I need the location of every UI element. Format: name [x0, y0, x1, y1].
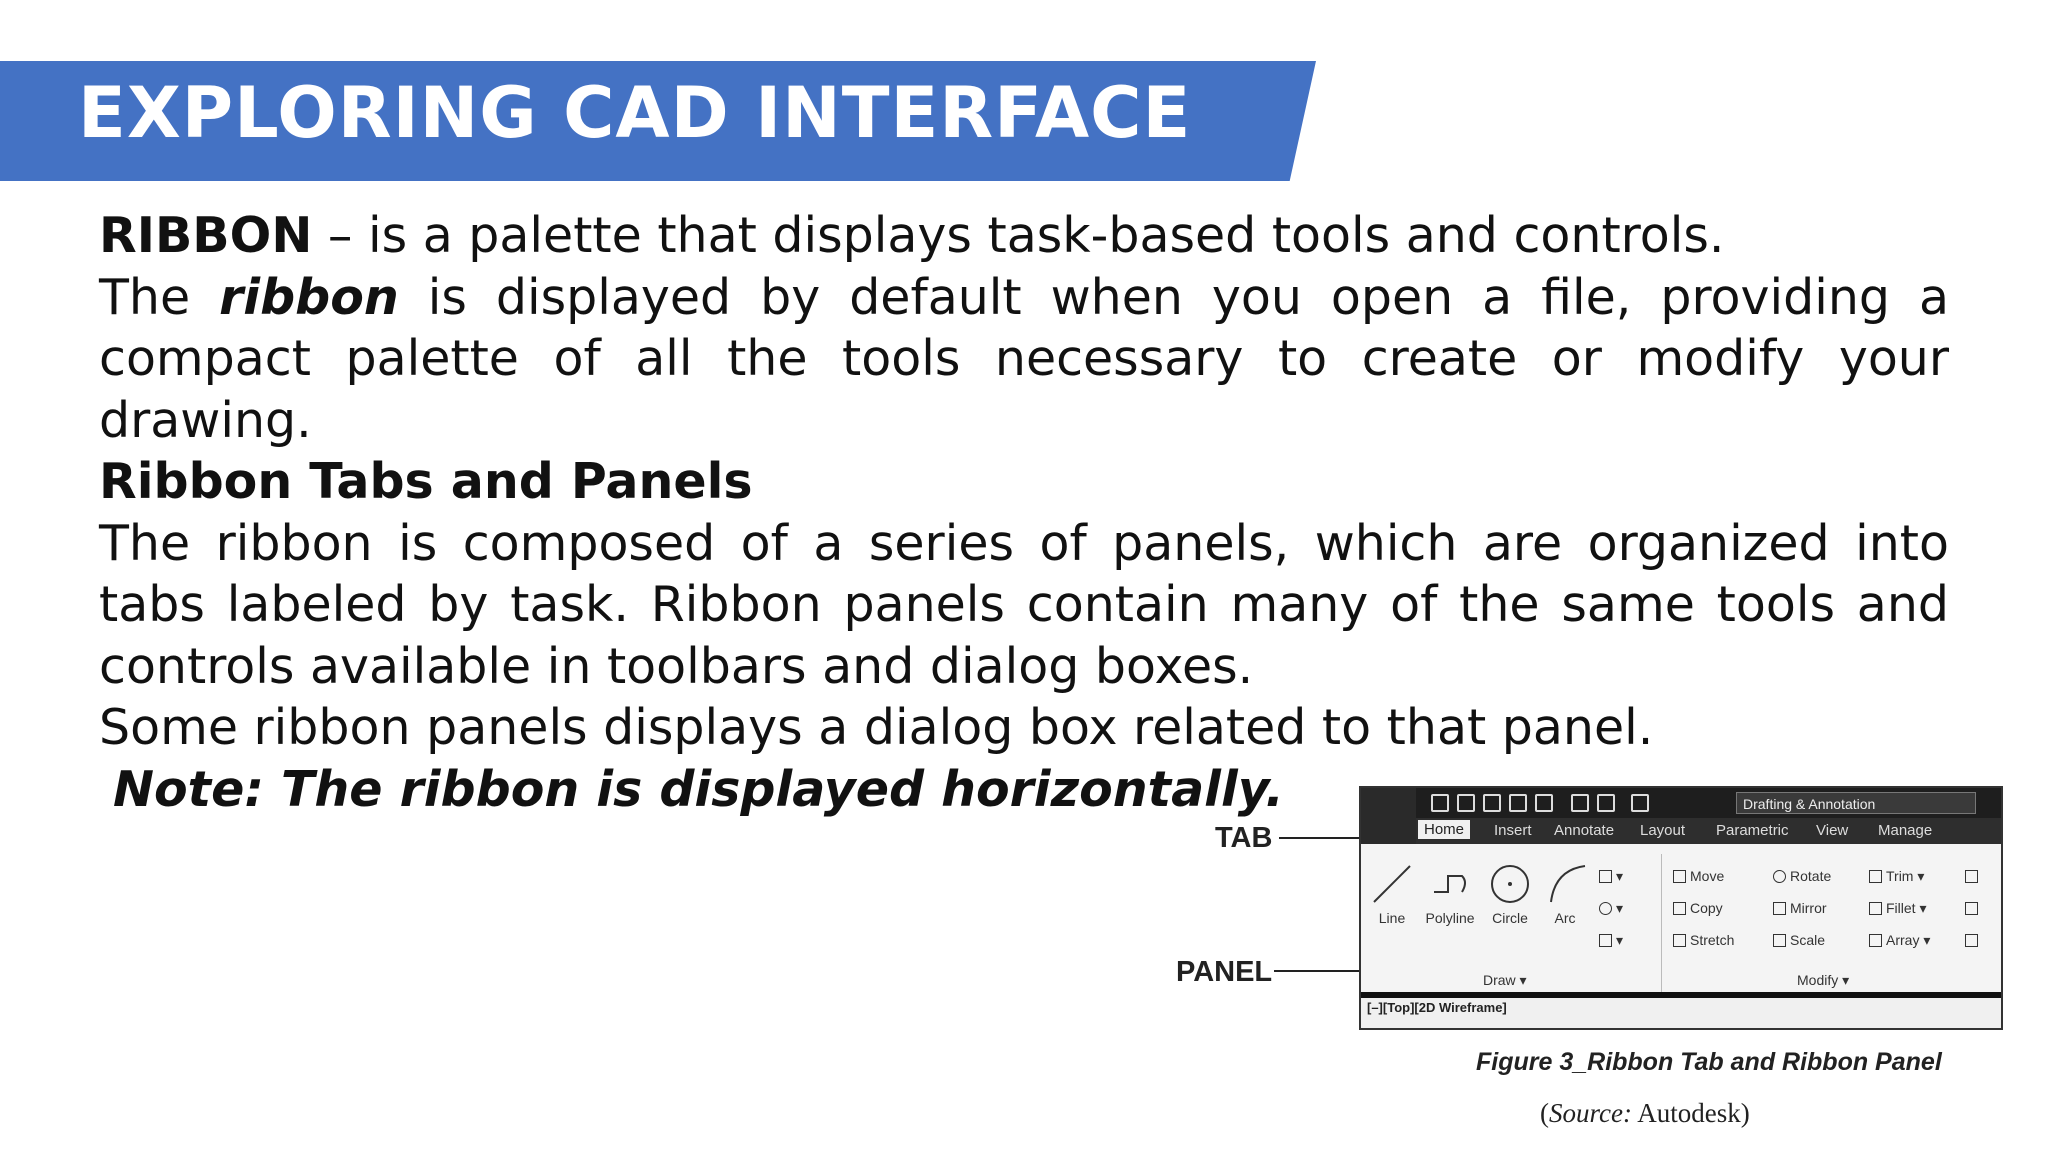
- tabs-panels-paragraph: The ribbon is composed of a series of panels, which are organized into tabs labeled by task. Ribbon panels contain many of the same tools and controls available in toolbars and dialog boxes.: [99, 514, 1949, 695]
- tab-home: Home: [1418, 820, 1470, 839]
- fillet-tool: Fillet ▾: [1869, 900, 1926, 917]
- tab-callout-line: [1279, 837, 1363, 839]
- figure-source: (Source: Autodesk): [1540, 1098, 1750, 1128]
- mirror-icon: [1773, 902, 1786, 915]
- open-icon: [1457, 794, 1475, 812]
- trim-icon: [1869, 870, 1882, 883]
- scale-label: Scale: [1790, 932, 1826, 948]
- rotate-label: Rotate: [1790, 868, 1832, 884]
- polyline-tool-label: Polyline: [1425, 910, 1475, 926]
- panel-callout: PANEL: [1176, 956, 1273, 988]
- tab-layout: Layout: [1640, 822, 1686, 839]
- plot-icon: [1571, 794, 1589, 812]
- workspace-dropdown: Drafting & Annotation: [1736, 792, 1976, 814]
- circle-icon: [1488, 862, 1532, 906]
- mirror-tool: [1773, 900, 1827, 916]
- rotate-icon: [1773, 870, 1786, 883]
- tab-manage: Manage: [1878, 822, 1933, 839]
- circle-tool-label: Circle: [1492, 910, 1528, 926]
- modify-panel-title: Modify ▾: [1797, 972, 1850, 988]
- new-icon: [1431, 794, 1449, 812]
- polyline-icon: [1428, 862, 1472, 906]
- array-label: Array: [1886, 932, 1920, 948]
- stretch-icon: [1673, 934, 1686, 947]
- hatch-icon: ▾: [1599, 900, 1623, 917]
- scale-icon: [1773, 934, 1786, 947]
- trim-label: Trim: [1886, 868, 1914, 884]
- ribbon-italic-term: ribbon: [219, 268, 399, 326]
- copy-icon: [1673, 902, 1686, 915]
- fillet-label: Fillet: [1886, 900, 1916, 916]
- rotate-tool: [1773, 868, 1831, 884]
- source-name: Autodesk): [1631, 1098, 1750, 1128]
- rectangle-icon: ▾: [1599, 868, 1623, 885]
- dialog-box-paragraph: Some ribbon panels displays a dialog box related to that panel.: [99, 699, 1654, 756]
- arc-tool: [1545, 862, 1585, 926]
- array-icon: [1869, 934, 1882, 947]
- tab-annotate: Annotate: [1554, 822, 1615, 839]
- array-tool: Array ▾: [1869, 932, 1930, 949]
- slide-body: [99, 205, 1949, 820]
- fillet-icon: [1869, 902, 1882, 915]
- line-tool: [1369, 862, 1415, 926]
- ribbon-screenshot: [1359, 786, 2003, 1030]
- scale-tool: [1773, 932, 1825, 948]
- panel-bottom-bar: [1361, 992, 2001, 998]
- circle-tool: [1485, 862, 1535, 926]
- arc-tool-label: Arc: [1554, 910, 1576, 926]
- viewport-label: [–][Top][2D Wireframe]: [1367, 1000, 1507, 1015]
- stretch-label: Stretch: [1690, 932, 1735, 948]
- move-tool: [1673, 868, 1724, 884]
- section-heading: Ribbon Tabs and Panels: [99, 453, 753, 510]
- offset-icon: [1965, 932, 1982, 948]
- draw-panel-label: Draw: [1483, 972, 1516, 988]
- ribbon-figure: [1176, 786, 2006, 1136]
- explode-icon: [1965, 900, 1982, 916]
- ribbon-tab-bar: [1416, 818, 2001, 844]
- region-icon: ▾: [1599, 932, 1623, 949]
- line-tool-label: Line: [1378, 910, 1406, 926]
- modify-panel-label: Modify: [1797, 972, 1839, 988]
- move-icon: [1673, 870, 1686, 883]
- draw-panel-title: Draw ▾: [1483, 972, 1527, 988]
- quick-access-toolbar: [1361, 788, 2001, 818]
- mirror-label: Mirror: [1790, 900, 1827, 916]
- copy-label: Copy: [1690, 900, 1723, 916]
- move-label: Move: [1690, 868, 1725, 884]
- tab-view: View: [1816, 822, 1849, 839]
- ribbon-description: [99, 267, 1949, 452]
- page-title: EXPLORING CAD INTERFACE: [78, 72, 1192, 154]
- polyline-tool: [1419, 862, 1481, 926]
- ribbon-description-text: is displayed by default when you open a file, providing a compact palette of all the tools necessary to create or modify your drawing.: [99, 268, 1949, 449]
- ribbon-description-lead: The: [99, 268, 220, 326]
- ribbon-definition-text: – is a palette that displays task-based tools and controls.: [312, 207, 1725, 264]
- plot-preview-icon: [1535, 794, 1553, 812]
- tab-insert: Insert: [1494, 822, 1532, 839]
- ribbon-definition: [99, 205, 1949, 267]
- note-text: Note: The ribbon is displayed horizontally.: [113, 760, 1284, 818]
- redo-icon: [1631, 794, 1649, 812]
- line-icon: [1370, 862, 1414, 906]
- save-icon: [1483, 794, 1501, 812]
- ribbon-term: RIBBON: [99, 207, 313, 264]
- arc-icon: [1545, 862, 1589, 906]
- source-label: Source:: [1549, 1098, 1632, 1128]
- panel-divider: [1661, 854, 1662, 994]
- tab-parametric: Parametric: [1716, 822, 1789, 839]
- save-as-icon: [1509, 794, 1527, 812]
- trim-tool: Trim ▾: [1869, 868, 1924, 885]
- tab-callout: TAB: [1215, 822, 1273, 854]
- erase-icon: [1965, 868, 1982, 884]
- app-logo-icon: [1361, 788, 1416, 848]
- undo-icon: [1597, 794, 1615, 812]
- copy-tool: [1673, 900, 1723, 916]
- figure-caption: Figure 3_Ribbon Tab and Ribbon Panel: [1476, 1048, 1942, 1076]
- stretch-tool: [1673, 932, 1734, 948]
